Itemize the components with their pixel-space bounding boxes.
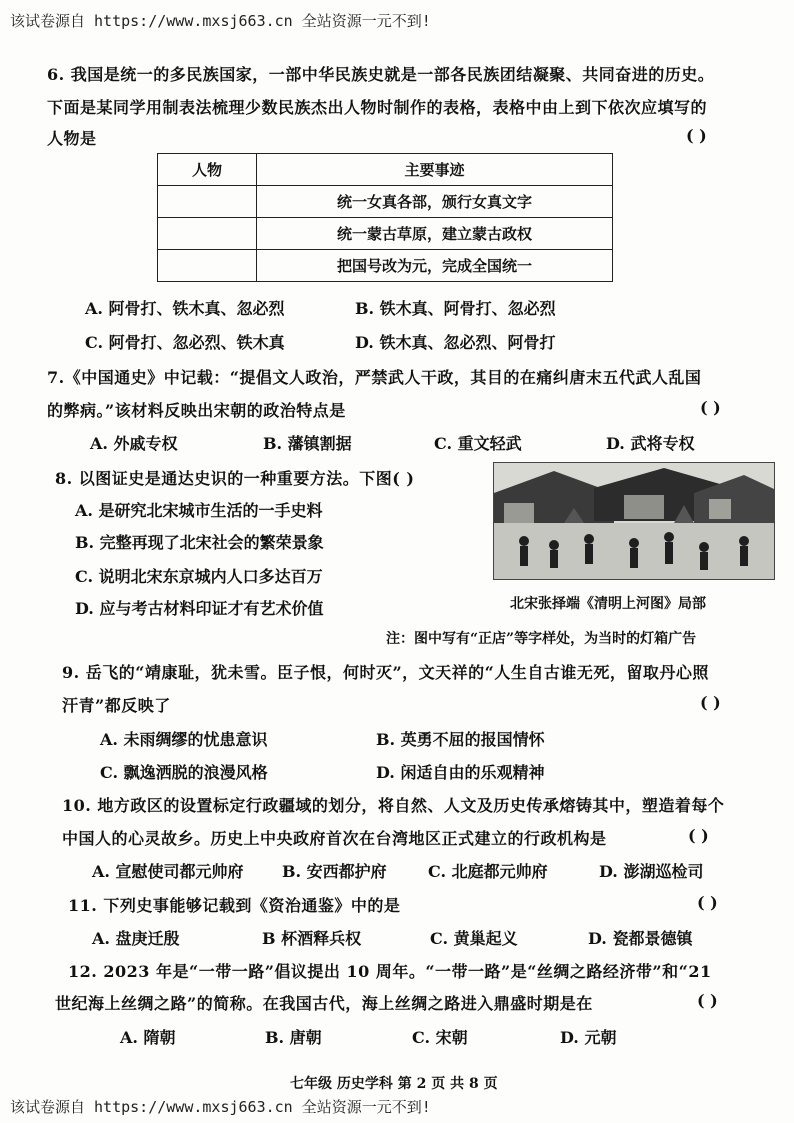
q9-answer-paren: ( ): [700, 693, 721, 712]
q12-option-c: C. 宋朝: [412, 1028, 468, 1047]
q7-stem-line2: 的弊病。”该材料反映出宋朝的政治特点是: [47, 401, 346, 420]
table-cell-blank: [158, 218, 257, 250]
q11-option-a: A. 盘庚迁殷: [92, 929, 180, 948]
q6-answer-paren: ( ): [686, 126, 707, 145]
table-cell: 统一蒙古草原，建立蒙古政权: [257, 218, 613, 250]
q11-answer-paren: ( ): [697, 893, 718, 912]
q6-stem-line1: 6. 我国是统一的多民族国家，一部中华民族史就是一部各民族团结凝聚、共同奋进的历史。: [47, 65, 715, 84]
q6-stem-line2: 下面是某同学用制表法梳理少数民族杰出人物时制作的表格，表格中由上到下依次应填写的: [47, 98, 708, 117]
q6-table: [157, 153, 613, 282]
q6-option-c: C. 阿骨打、忽必烈、铁木真: [85, 333, 285, 352]
q12-stem-line1: 12. 2023 年是“一带一路”倡议提出 10 周年。“一带一路”是“丝绸之路经济带”和“21: [68, 962, 712, 981]
q12-answer-paren: ( ): [697, 991, 718, 1010]
q12-option-a: A. 隋朝: [120, 1028, 176, 1047]
q7-answer-paren: ( ): [700, 398, 721, 417]
table-row: [158, 250, 613, 282]
painting-illustration: [494, 463, 774, 579]
q12-option-d: D. 元朝: [560, 1028, 617, 1047]
q10-stem-line1: 10. 地方政区的设置标定行政疆域的划分，将自然、人文及历史传承熔铸其中，塑造着每个: [62, 796, 725, 815]
q9-stem-line2: 汗青”都反映了: [62, 696, 171, 715]
table-row: [158, 186, 613, 218]
q7-option-a: A. 外戚专权: [90, 434, 178, 453]
table-cell-blank: [158, 250, 257, 282]
watermark-bottom: 该试卷源自 https://www.mxsj663.cn 全站资源一元不到!: [10, 1098, 431, 1116]
table-header-row: [158, 154, 613, 186]
q9-option-b: B. 英勇不屈的报国情怀: [376, 730, 545, 749]
q10-answer-paren: ( ): [688, 826, 709, 845]
table-header-cell: 主要事迹: [257, 154, 613, 186]
image-note: 注：图中写有“正店”等字样处，为当时的灯箱广告: [386, 631, 697, 647]
q8-stem: 8. 以图证史是通达史识的一种重要方法。下图( ): [55, 469, 415, 488]
table-cell: 把国号改为元，完成全国统一: [257, 250, 613, 282]
q10-option-d: D. 澎湖巡检司: [599, 862, 704, 881]
q8-option-d: D. 应与考古材料印证才有艺术价值: [75, 599, 324, 618]
q10-stem-line2: 中国人的心灵故乡。历史上中央政府首次在台湾地区正式建立的行政机构是: [62, 829, 607, 848]
q6-option-d: D. 铁木真、忽必烈、阿骨打: [355, 333, 556, 352]
table-cell-blank: [158, 186, 257, 218]
q7-option-c: C. 重文轻武: [434, 434, 522, 453]
q10-option-c: C. 北庭都元帅府: [428, 862, 548, 881]
q11-option-c: C. 黄巢起义: [430, 929, 518, 948]
table-header-cell: 人物: [158, 154, 257, 186]
q9-option-c: C. 飘逸洒脱的浪漫风格: [100, 763, 268, 782]
q8-option-a: A. 是研究北宋城市生活的一手史料: [75, 501, 323, 520]
q10-option-b: B. 安西都护府: [282, 862, 387, 881]
q7-option-b: B. 藩镇割据: [263, 434, 352, 453]
table-cell: 统一女真各部，颁行女真文字: [257, 186, 613, 218]
q12-option-b: B. 唐朝: [265, 1028, 322, 1047]
q11-option-b: B 杯酒释兵权: [262, 929, 362, 948]
q6-option-b: B. 铁木真、阿骨打、忽必烈: [355, 299, 556, 318]
table-row: [158, 218, 613, 250]
q6-stem-line3: 人物是: [47, 129, 97, 148]
q8-option-c: C. 说明北宋东京城内人口多达百万: [75, 567, 323, 586]
q9-option-a: A. 未雨绸缪的忧患意识: [100, 730, 268, 749]
q11-option-d: D. 瓷都景德镇: [588, 929, 693, 948]
q12-stem-line2: 世纪海上丝绸之路”的简称。在我国古代，海上丝绸之路进入鼎盛时期是在: [55, 994, 593, 1013]
q11-stem: 11. 下列史事能够记载到《资治通鉴》中的是: [68, 896, 401, 915]
q6-option-a: A. 阿骨打、铁木真、忽必烈: [85, 299, 285, 318]
q7-stem-line1: 7.《中国通史》中记载：“提倡文人政治，严禁武人干政，其目的在痛纠唐末五代武人乱国: [47, 368, 702, 387]
q9-option-d: D. 闲适自由的乐观精神: [376, 763, 545, 782]
q9-stem-line1: 9. 岳飞的“靖康耻，犹未雪。臣子恨，何时灭”，文天祥的“人生自古谁无死，留取丹心照: [62, 663, 709, 682]
qingming-painting-image: [493, 462, 775, 580]
q10-option-a: A. 宣慰使司都元帅府: [92, 862, 244, 881]
q8-option-b: B. 完整再现了北宋社会的繁荣景象: [75, 533, 324, 552]
page-footer: 七年级 历史学科 第 2 页 共 8 页: [290, 1076, 498, 1092]
q7-option-d: D. 武将专权: [606, 434, 695, 453]
image-caption: 北宋张择端《清明上河图》局部: [510, 596, 706, 612]
watermark-top: 该试卷源自 https://www.mxsj663.cn 全站资源一元不到!: [10, 12, 431, 30]
